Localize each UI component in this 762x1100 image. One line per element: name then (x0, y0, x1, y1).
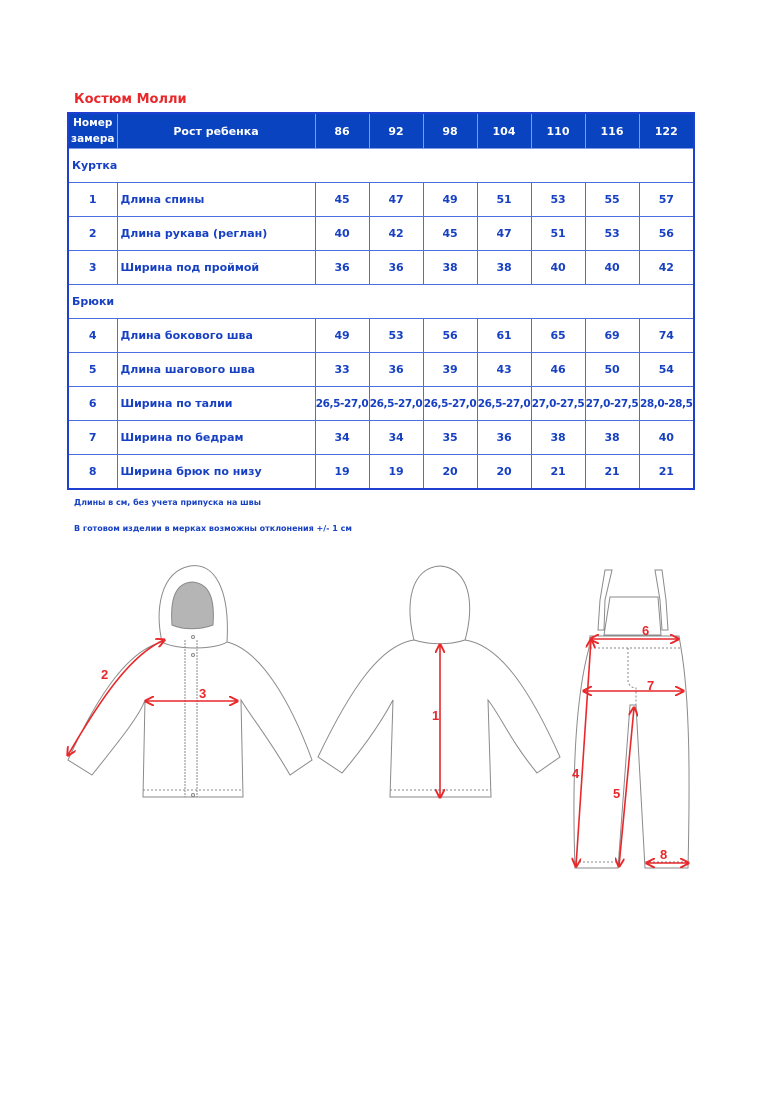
pants-body (574, 636, 689, 868)
measure-value: 65 (531, 319, 585, 353)
section-row (68, 285, 694, 319)
measure-value: 38 (477, 251, 531, 285)
measure-number: 4 (68, 319, 117, 353)
measure-value: 28,0-28,5 (639, 387, 694, 421)
measure-value: 42 (369, 217, 423, 251)
measure-value: 19 (369, 455, 423, 490)
measure-value: 53 (531, 183, 585, 217)
table-row (68, 387, 694, 421)
garment-diagram (0, 550, 762, 890)
pants-strap-right (655, 570, 668, 630)
header-size: 92 (369, 113, 423, 149)
pants-bib (604, 597, 661, 635)
measure-value: 38 (585, 421, 639, 455)
measure-value: 21 (585, 455, 639, 490)
jacket-front-hood-inner (172, 582, 214, 629)
measure-number: 3 (68, 251, 117, 285)
measure-value: 40 (315, 217, 369, 251)
measure-value: 45 (423, 217, 477, 251)
measure-name: Ширина по талии (117, 387, 315, 421)
measure-value: 57 (639, 183, 694, 217)
measure-value: 40 (585, 251, 639, 285)
measure-name: Ширина под проймой (117, 251, 315, 285)
measure-name: Ширина по бедрам (117, 421, 315, 455)
measure-value: 26,5-27,0 (369, 387, 423, 421)
measure-value: 49 (315, 319, 369, 353)
jacket-front-body (68, 642, 312, 797)
label-2: 2 (101, 667, 109, 682)
header-size: 116 (585, 113, 639, 149)
measure-value: 35 (423, 421, 477, 455)
measure-name: Длина шагового шва (117, 353, 315, 387)
table-body (68, 149, 694, 490)
measure-value: 21 (531, 455, 585, 490)
section-title: Куртка (68, 149, 694, 183)
measurement-labels (101, 623, 667, 862)
measure-value: 36 (369, 251, 423, 285)
header-child-height: Рост ребенка (117, 113, 315, 149)
header-size: 104 (477, 113, 531, 149)
label-5: 5 (613, 786, 621, 801)
jacket-snap (192, 794, 195, 797)
measure-value: 33 (315, 353, 369, 387)
measure-number: 8 (68, 455, 117, 490)
measure-value: 54 (639, 353, 694, 387)
label-1: 1 (432, 708, 440, 723)
measure-number: 7 (68, 421, 117, 455)
measure-value: 27,0-27,5 (531, 387, 585, 421)
table-row (68, 183, 694, 217)
measure-value: 34 (315, 421, 369, 455)
size-table (67, 112, 695, 490)
measure-line-inseam (619, 708, 634, 866)
measure-value: 36 (477, 421, 531, 455)
section-row (68, 149, 694, 183)
label-3: 3 (199, 686, 207, 701)
note-tolerance: В готовом изделии в мерках возможны отклонения +/- 1 см (74, 524, 352, 533)
measure-name: Длина бокового шва (117, 319, 315, 353)
table-row (68, 319, 694, 353)
measure-value: 47 (369, 183, 423, 217)
measure-value: 36 (315, 251, 369, 285)
measure-value: 40 (639, 421, 694, 455)
table-row (68, 455, 694, 490)
note-units: Длины в см, без учета припуска на швы (74, 498, 261, 507)
jacket-front-placket (185, 640, 197, 797)
measure-number: 2 (68, 217, 117, 251)
header-size: 110 (531, 113, 585, 149)
header-size: 98 (423, 113, 477, 149)
measure-value: 51 (477, 183, 531, 217)
measure-number: 5 (68, 353, 117, 387)
measure-value: 51 (531, 217, 585, 251)
measure-value: 49 (423, 183, 477, 217)
measure-line-sleeve (68, 640, 164, 755)
measure-value: 42 (639, 251, 694, 285)
measure-value: 26,5-27,0 (477, 387, 531, 421)
measurement-lines (68, 639, 688, 866)
measure-value: 26,5-27,0 (315, 387, 369, 421)
measure-value: 55 (585, 183, 639, 217)
measure-value: 38 (423, 251, 477, 285)
measure-value: 21 (639, 455, 694, 490)
measure-name: Ширина брюк по низу (117, 455, 315, 490)
measure-value: 47 (477, 217, 531, 251)
header-size: 122 (639, 113, 694, 149)
pants-fly (628, 648, 636, 705)
measure-value: 20 (423, 455, 477, 490)
measure-value: 40 (531, 251, 585, 285)
label-6: 6 (642, 623, 650, 638)
jacket-snap (192, 636, 195, 639)
measure-value: 69 (585, 319, 639, 353)
header-measure-number: Номер замера (68, 113, 117, 149)
measure-value: 39 (423, 353, 477, 387)
measure-value: 26,5-27,0 (423, 387, 477, 421)
table-header-row (68, 113, 694, 149)
header-size: 86 (315, 113, 369, 149)
measure-value: 34 (369, 421, 423, 455)
measure-value: 36 (369, 353, 423, 387)
measure-value: 45 (315, 183, 369, 217)
measure-value: 74 (639, 319, 694, 353)
label-8: 8 (660, 847, 668, 862)
measure-value: 19 (315, 455, 369, 490)
jacket-snap (192, 654, 195, 657)
measure-name: Длина рукава (реглан) (117, 217, 315, 251)
label-4: 4 (572, 766, 580, 781)
measure-name: Длина спины (117, 183, 315, 217)
measure-value: 27,0-27,5 (585, 387, 639, 421)
page-title: Костюм Молли (74, 92, 187, 107)
table-row (68, 251, 694, 285)
measure-value: 43 (477, 353, 531, 387)
measure-value: 61 (477, 319, 531, 353)
pants-drawing (574, 570, 689, 868)
measure-value: 53 (585, 217, 639, 251)
table-row (68, 421, 694, 455)
measure-value: 50 (585, 353, 639, 387)
measure-number: 1 (68, 183, 117, 217)
jacket-back-hood (410, 566, 470, 640)
measure-value: 56 (423, 319, 477, 353)
measure-value: 53 (369, 319, 423, 353)
measure-value: 20 (477, 455, 531, 490)
label-7: 7 (647, 678, 655, 693)
table-row (68, 353, 694, 387)
table-row (68, 217, 694, 251)
jacket-back-drawing (318, 566, 560, 797)
measure-value: 38 (531, 421, 585, 455)
measure-number: 6 (68, 387, 117, 421)
measure-value: 56 (639, 217, 694, 251)
measure-value: 46 (531, 353, 585, 387)
section-title: Брюки (68, 285, 694, 319)
